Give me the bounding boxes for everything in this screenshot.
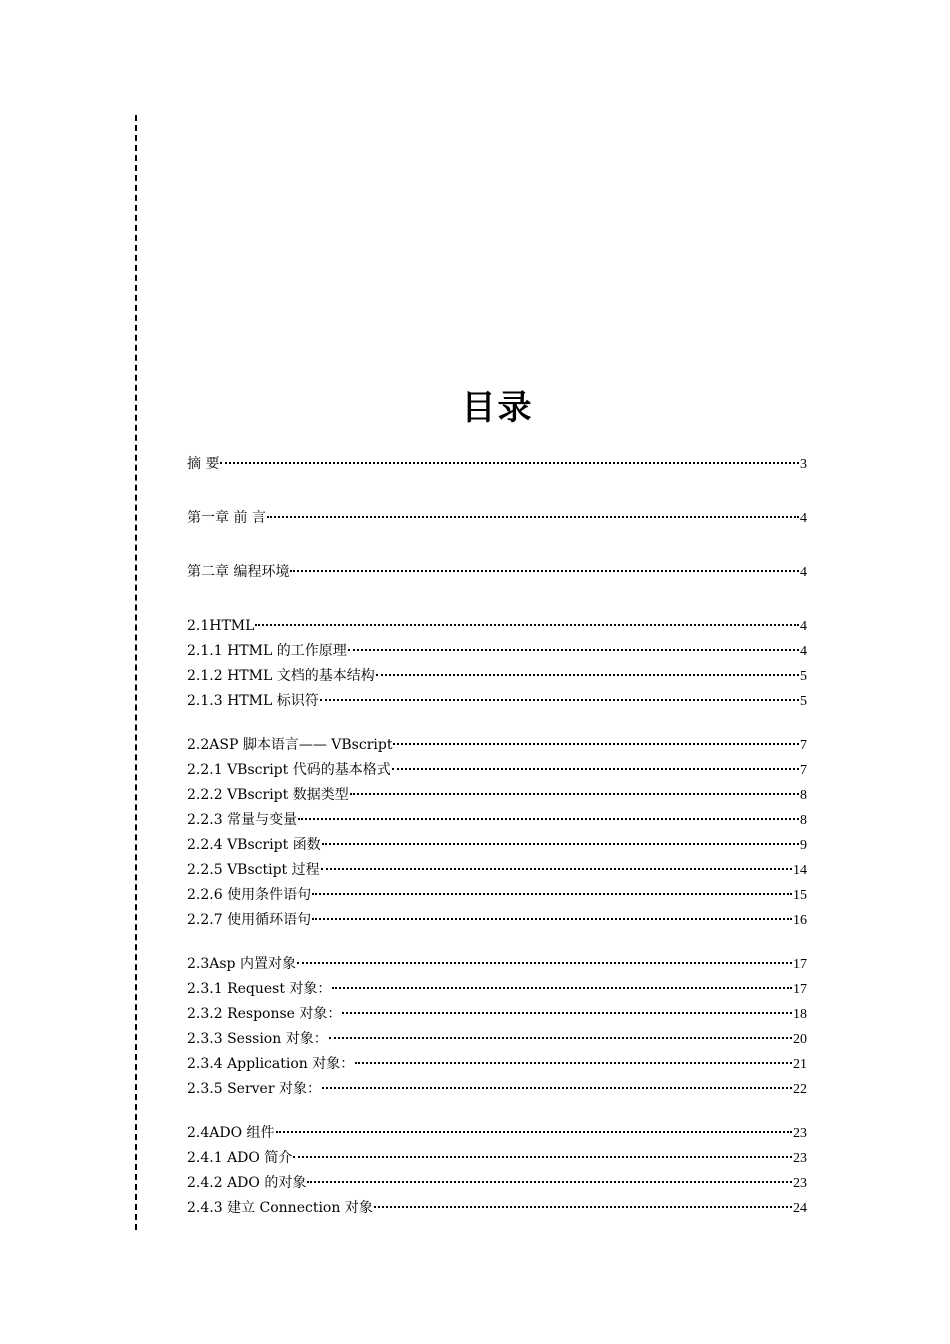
toc-dot-leader (348, 649, 799, 651)
toc-entry[interactable] (187, 833, 807, 858)
toc-entry-label: 2.2.6 使用条件语句 (187, 887, 312, 903)
toc-dot-leader (392, 768, 799, 770)
toc-entry[interactable] (187, 883, 807, 908)
toc-entry-page-number: 5 (800, 694, 807, 709)
toc-entry[interactable] (187, 783, 807, 808)
toc-entry-label: 2.3.5 Server 对象： (187, 1081, 321, 1097)
toc-entry-page-number: 15 (793, 888, 807, 903)
toc-entry-page-number: 17 (793, 957, 807, 972)
toc-entry-label: 2.1.1 HTML 的工作原理 (187, 643, 347, 659)
toc-entry-label: 2.3.3 Session 对象： (187, 1031, 328, 1047)
toc-entry[interactable] (187, 452, 807, 479)
toc-entry-label: 2.4ADO 组件 (187, 1125, 275, 1141)
toc-entry[interactable] (187, 1196, 807, 1221)
toc-entry[interactable] (187, 977, 807, 1002)
toc-entry-label: 2.3Asp 内置对象 (187, 956, 296, 972)
toc-entry-label: 2.4.2 ADO 的对象 (187, 1175, 307, 1191)
toc-dot-leader (267, 516, 799, 518)
toc-entry-page-number: 3 (800, 457, 807, 472)
page-title: 目录 (461, 388, 534, 428)
toc-dot-leader (290, 570, 799, 572)
toc-entry-page-number: 23 (793, 1176, 807, 1191)
toc-entry-page-number: 4 (800, 565, 807, 580)
toc-dot-leader (307, 1181, 792, 1183)
toc-entry[interactable] (187, 1052, 807, 1077)
toc-dot-leader (350, 793, 799, 795)
toc-entry[interactable] (187, 1171, 807, 1196)
toc-entry-label: 2.1.2 HTML 文档的基本结构 (187, 668, 375, 684)
toc-dot-leader (329, 1037, 792, 1039)
toc-entry-page-number: 23 (793, 1126, 807, 1141)
toc-entry[interactable] (187, 614, 807, 639)
toc-entry-label: 2.4.1 ADO 简介 (187, 1150, 293, 1166)
toc-entry[interactable] (187, 1027, 807, 1052)
toc-entry-page-number: 23 (793, 1151, 807, 1166)
toc-entry-label: 2.3.1 Request 对象： (187, 981, 332, 997)
toc-entry-page-number: 5 (800, 669, 807, 684)
toc-entry-label: 2.2.1 VBscript 代码的基本格式 (187, 762, 391, 778)
toc-entry[interactable] (187, 952, 807, 977)
toc-entry-page-number: 20 (793, 1032, 807, 1047)
toc-entry-label: 摘 要 (187, 456, 220, 472)
toc-entry[interactable] (187, 639, 807, 664)
toc-dot-leader (376, 674, 799, 676)
toc-entry-label: 2.1HTML (187, 618, 255, 634)
toc-dot-leader (322, 1087, 792, 1089)
toc-entry[interactable] (187, 808, 807, 833)
toc-entry-page-number: 22 (793, 1082, 807, 1097)
toc-dot-leader (355, 1062, 792, 1064)
toc-dot-leader (320, 699, 799, 701)
toc-entry-label: 2.3.2 Response 对象： (187, 1006, 342, 1022)
toc-entry[interactable] (187, 858, 807, 883)
binding-margin-line (135, 115, 137, 1230)
toc-entry-page-number: 4 (800, 511, 807, 526)
toc-dot-leader (393, 743, 799, 745)
toc-entry-label: 2.2.2 VBscript 数据类型 (187, 787, 349, 803)
toc-entry[interactable] (187, 733, 807, 758)
toc-entry-label: 2.1.3 HTML 标识符 (187, 693, 319, 709)
toc-entry-page-number: 18 (793, 1007, 807, 1022)
toc-entry[interactable] (187, 1121, 807, 1146)
toc-entry-page-number: 17 (793, 982, 807, 997)
toc-entry-label: 2.2.3 常量与变量 (187, 812, 298, 828)
toc-dot-leader (342, 1012, 792, 1014)
toc-entry-label: 第一章 前 言 (187, 510, 266, 526)
toc-entry-label: 2.2.7 使用循环语句 (187, 912, 312, 928)
toc-entry[interactable] (187, 758, 807, 783)
toc-entry-page-number: 8 (800, 813, 807, 828)
toc-entry-page-number: 14 (793, 863, 807, 878)
toc-entry-page-number: 7 (800, 738, 807, 753)
toc-entry-page-number: 21 (793, 1057, 807, 1072)
toc-dot-leader (321, 868, 792, 870)
toc-dot-leader (255, 624, 799, 626)
toc-entry[interactable] (187, 506, 807, 533)
toc-entry[interactable] (187, 908, 807, 933)
toc-entry[interactable] (187, 1146, 807, 1171)
toc-entry-label: 2.2.4 VBscript 函数 (187, 837, 321, 853)
toc-entry-page-number: 4 (800, 619, 807, 634)
toc-entry-page-number: 9 (800, 838, 807, 853)
toc-entry-page-number: 16 (793, 913, 807, 928)
toc-entry-label: 2.3.4 Application 对象： (187, 1056, 355, 1072)
toc-dot-leader (293, 1156, 792, 1158)
toc-entry-page-number: 24 (793, 1201, 807, 1216)
toc-dot-leader (220, 462, 799, 464)
toc-dot-leader (312, 893, 792, 895)
toc-entry-page-number: 8 (800, 788, 807, 803)
toc-dot-leader (297, 962, 792, 964)
toc-entry-label: 2.4.3 建立 Connection 对象 (187, 1200, 373, 1216)
toc-entry[interactable] (187, 689, 807, 714)
toc-entry[interactable] (187, 1077, 807, 1102)
toc-dot-leader (312, 918, 792, 920)
toc-entry-label: 2.2ASP 脚本语言—— VBscript (187, 737, 393, 753)
toc-entry-page-number: 7 (800, 763, 807, 778)
toc-entry-label: 2.2.5 VBsctipt 过程 (187, 862, 320, 878)
toc-dot-leader (374, 1206, 792, 1208)
toc-entry[interactable] (187, 560, 807, 587)
toc-entry[interactable] (187, 1002, 807, 1027)
table-of-contents (187, 452, 807, 1221)
toc-dot-leader (298, 818, 799, 820)
toc-dot-leader (276, 1131, 792, 1133)
toc-dot-leader (332, 987, 792, 989)
toc-entry[interactable] (187, 664, 807, 689)
toc-entry-label: 第二章 编程环境 (187, 564, 290, 580)
toc-entry-page-number: 4 (800, 644, 807, 659)
toc-dot-leader (322, 843, 799, 845)
